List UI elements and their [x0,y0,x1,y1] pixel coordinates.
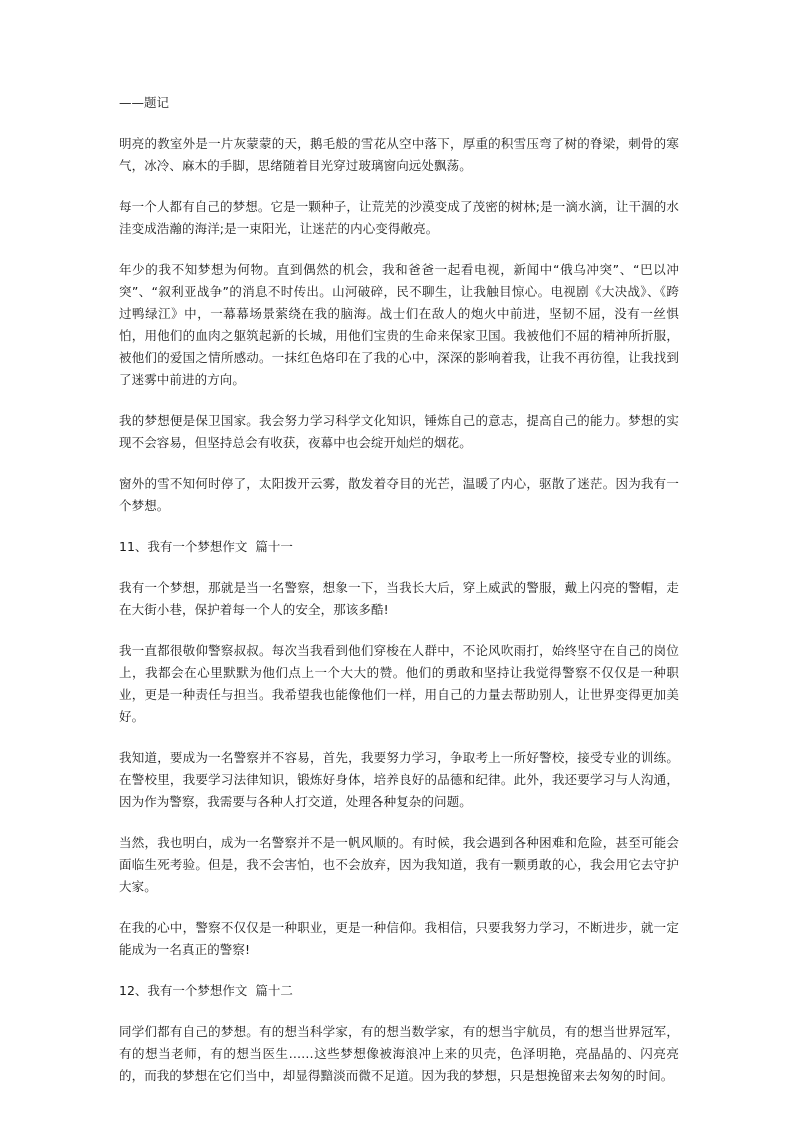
section-heading-12: 12、我有一个梦想作文 篇十二 [119,983,293,998]
paragraph-police-dream: 我有一个梦想，那就是当一名警察，想象一下，当我长大后，穿上威武的警服，戴上闪亮的警帽，走在大街小巷，保护着每一个人的安全，那该多酷! [119,580,679,617]
paragraph-admire-police: 我一直都很敬仰警察叔叔。每次当我看到他们穿梭在人群中，不论风吹雨打，始终坚守在自己的岗位上，我都会在心里默默为他们点上一个大大的赞。他们的勇敢和坚持让我觉得警察不仅仅是一种职业，更是一种责任与担当。我希望我也能像他们一样，用自己的力量去帮助别人，让世界变得更加美好。 [119,643,679,724]
paragraph-dream-metaphor: 每一个人都有自己的梦想。它是一颗种子，让荒芜的沙漠变成了茂密的树林;是一滴水滴，让干涸的水洼变成浩瀚的海洋;是一束阳光，让迷茫的内心变得敞亮。 [119,199,679,236]
paragraph-police-belief: 在我的心中，警察不仅仅是一种职业，更是一种信仰。我相信，只要我努力学习，不断进步，就一定能成为一名真正的警察! [119,920,679,957]
paragraph-become-police: 我知道，要成为一名警察并不容易，首先，我要努力学习，争取考上一所好警校，接受专业的训练。在警校里，我要学习法律知识，锻炼好身体，培养良好的品德和纪律。此外，我还要学习与人沟通，因为作为警察，我需要与各种人打交道，处理各种复杂的问题。 [119,750,679,809]
paragraph-not-easy: 当然，我也明白，成为一名警察并不是一帆风顺的。有时候，我会遇到各种困难和危险，甚至可能会面临生死考验。但是，我不会害怕，也不会放弃，因为我知道，我有一颗勇敢的心，我会用它去守护大家。 [119,835,679,894]
paragraph-news-inspiration: 年少的我不知梦想为何物。直到偶然的机会，我和爸爸一起看电视，新闻中“俄乌冲突”、“巴以冲突”、“叙利亚战争”的消息不时传出。山河破碎，民不聊生，让我触目惊心。电视剧《大决战》、《跨过鸭绿江》中，一幕幕场景萦绕在我的脑海。战士们在敌人的炮火中前进，坚韧不屈，没有一丝惧怕，用他们的血肉之躯筑起新的长城，用他们宝贵的生命来保家卫国。我被他们不屈的精神所折服，被他们的爱国之情所感动。一抹红色烙印在了我的心中，深深的影响着我，让我不再彷徨，让我找到了迷雾中前进的方向。 [119,262,679,387]
paragraph-classmates-dreams: 同学们都有自己的梦想。有的想当科学家，有的想当数学家，有的想当宇航员，有的想当世界冠军，有的想当老师，有的想当医生……这些梦想像被海浪冲上来的贝壳，色泽明艳，亮晶晶的、闪亮亮的，而我的梦想在它们当中，却显得黯淡而微不足道。因为我的梦想，只是想挽留来去匆匆的时间。 [119,1024,679,1083]
paragraph-snowy-classroom: 明亮的教室外是一片灰蒙蒙的天，鹅毛般的雪花从空中落下，厚重的积雪压弯了树的脊梁，刺骨的寒气，冰冷、麻木的手脚，思绪随着目光穿过玻璃窗向远处飘荡。 [119,136,679,173]
paragraph-snow-stopped: 窗外的雪不知何时停了，太阳拨开云雾，散发着夺目的光芒，温暖了内心，驱散了迷茫。因为我有一个梦想。 [119,476,679,513]
paragraph-defend-country: 我的梦想便是保卫国家。我会努力学习科学文化知识，锤炼自己的意志，提高自己的能力。梦想的实现不会容易，但坚持总会有收获，夜幕中也会绽开灿烂的烟花。 [119,413,679,450]
document-page [119,92,679,1106]
section-heading-11: 11、我有一个梦想作文 篇十一 [119,539,293,554]
epigraph: ——题记 [119,95,170,110]
